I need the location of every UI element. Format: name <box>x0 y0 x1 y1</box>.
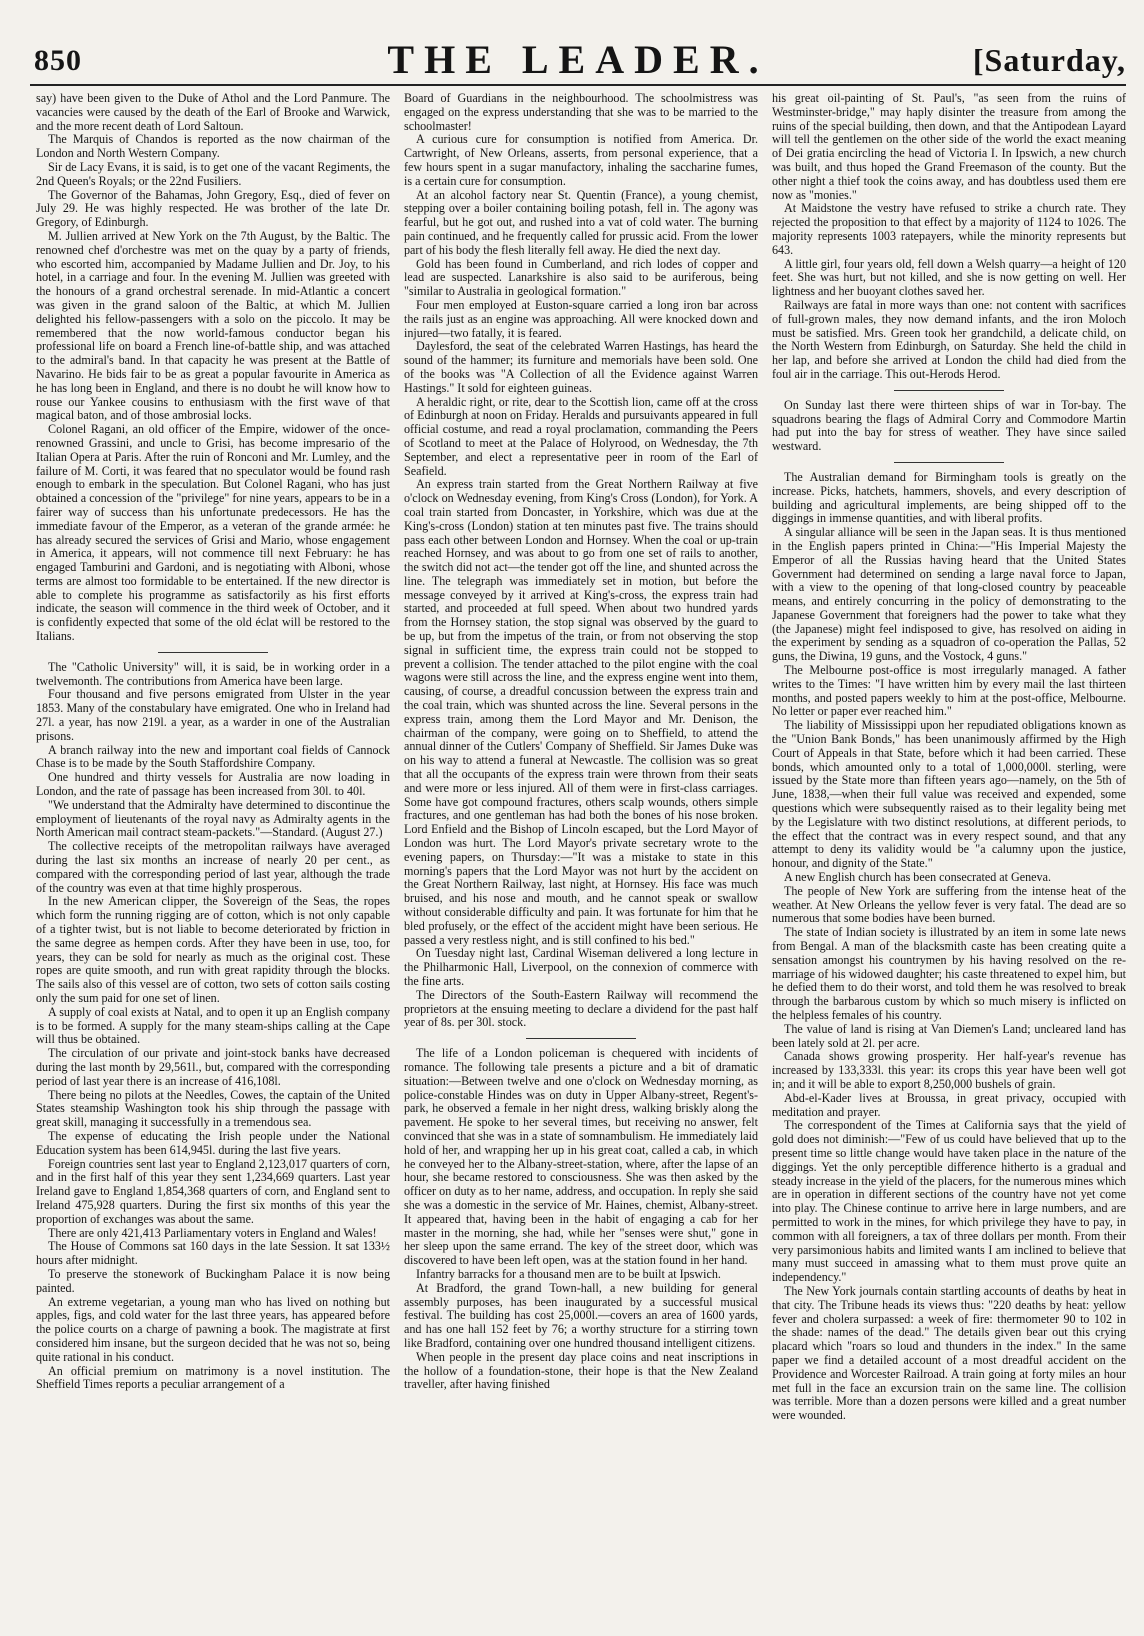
paragraph: Abd-el-Kader lives at Broussa, in great privacy, occupied with meditation and prayer. <box>772 1090 1126 1119</box>
paragraph: An express train started from the Great Northern Railway at five o'clock on Wednesday evening, from King's Cross (London), for York. A coal train started from Doncaster, in Yorkshire, which was due at the King's-cross (London) station at ten minutes past five. The trains should pass each other between London and Hornsey. When the coal or up-train reached Hornsey, and was about to go from one set of rails to another, the switch did not act—the tender got off the line, and shunted across the line. The telegraph was immediately set in motion, but before the message conveyed by it arrived at King's-cross, the express train had started, and proceeded at full speed. When about two hundred yards from the Hornsey station, the stop signal was observed by the guard to be up, but from the impetus of the train, or from not observing the stop signal in sufficient time, the express train could not be stopped to prevent a collision. The tender attached to the pilot engine with the coal wagons were still across the line, and the express engine went into them, causing, of course, a dreadful concussion between the express train and the coal train, which was shunted across the line. Several persons in the express train, among them the Lord Mayor and Mr. Denison, the chairman of the company, were going on to Sheffield, to attend the annual dinner of the Cutlers' Company of Sheffield. Sir James Duke was on his way to attend a funeral at Newcastle. The collision was so great that all the occupants of the express train were thrown from their seats and were more or less injured. All of them were in first-class carriages. Some have got compound fractures, others scalp wounds, others simple fractures, and one gentleman has had both the bones of his nose broken. Lord Enfield and the Bishop of Lincoln escaped, but the Lord Mayor of London was hurt. The Lord Mayor's private secretary wrote to the evening papers, on Thursday:—"It was a mistake to state in this morning's papers that the Lord Mayor was not hurt by the accident on the Great Northern Railway, last night, at Hornsey. His face was much bruised, and his nose and mouth, and he cannot speak or swallow without considerable difficulty and pain. It was fortunate for him that he bled profusely, or the effect of the accident might have been serious. He passed a very restless night, and is still confined to his bed." <box>404 477 758 947</box>
paragraph: Colonel Ragani, an old officer of the Empire, widower of the once-renowned Grassini, and uncle to Grisi, has become impresario of the Italian Opera at Paris. After the ruin of Ronconi and Mr. Lumley, and the failure of M. Corti, it was feared that no speculator would be found rash enough to embark in the speculation. But Colonel Ragani, who has just obtained a concession of the "privilege" for nine years, appears to be in a fairer way of success than his unfortunate predecessors. He has the immediate favour of the Emperor, as a veteran of the grande armée: he has already secured the services of Grisi and Mario, whose engagement in America, it appears, will not commence till next February: he has engaged Tamburini and Gardoni, and is negotiating with Alboni, whose terms are almost too formidable to be entertained. If the new director is able to complete his programme as satisfactorily as his first efforts indicate, the season will commence in the third week of October, and it is confidently expected that some of the old éclat will be restored to the Italians. <box>36 422 390 644</box>
section-divider <box>158 652 268 653</box>
paragraph: The Melbourne post-office is most irregularly managed. A father writes to the Times: "I have written him by every mail the last thirteen months, and posted papers weekly to him at the post-office, Melbourne. No letter or paper ever reached him." <box>772 663 1126 719</box>
paragraph: On Tuesday night last, Cardinal Wiseman delivered a long lecture in the Philharmonic Hall, Liverpool, on the connexion of commerce with the fine arts. <box>404 946 758 988</box>
section-divider <box>526 1038 636 1039</box>
page-header <box>30 20 1126 82</box>
issue-day: [Saturday, <box>972 42 1126 78</box>
paragraph: The Marquis of Chandos is reported as the now chairman of the London and North Western Company. <box>36 132 390 161</box>
paragraph: Foreign countries sent last year to England 2,123,017 quarters of corn, and in the first half of this year they sent 1,234,669 quarters. Last year Ireland gave to England 1,854,368 quarters of corn, and England sent to Ireland 475,928 quarters. During the first six months of this year the proportion of exchanges was about the same. <box>36 1156 390 1226</box>
column-3 <box>772 92 1126 1618</box>
paragraph: Railways are fatal in more ways than one: not content with sacrifices of full-grown males, they now demand infants, and the iron Moloch must be satisfied. Mrs. Green took her grandchild, a delicate child, on the North Western from Edinburgh, on Saturday. She held the child in her lap, and before she arrived at London the child had died from the foul air in the carriage. This out-Herods Herod. <box>772 297 1126 381</box>
page-number: 850 <box>34 44 82 77</box>
paragraph: The state of Indian society is illustrated by an item in some late news from Bengal. A man of the blacksmith caste has been creating quite a sensation amongst his countrymen by his having resolved on the re-marriage of his widowed daughter; his caste threatened to expel him, but he defied them to do their worst, and told them he was resolved to break through the barbarous custom by which so much misery is inflicted on the helpless females of his country. <box>772 925 1126 1022</box>
paragraph: A new English church has been consecrated at Geneva. <box>784 870 1051 885</box>
paragraph: The House of Commons sat 160 days in the late Session. It sat 133½ hours after midnight. <box>36 1239 390 1268</box>
paragraph: A heraldic right, or rite, dear to the Scottish lion, came off at the cross of Edinburgh at noon on Friday. Heralds and pursuivants appeared in full official costume, and read a royal proclamation, commanding the Peers of Scotland to meet at the Palace of Holyrood, on Wednesday, the 7th September, and elect a representative peer in room of the Earl of Seafield. <box>404 394 758 478</box>
newspaper-title: THE LEADER. <box>387 37 769 82</box>
header-rule <box>30 84 1126 86</box>
paragraph: Infantry barracks for a thousand men are to be built at Ipswich. <box>416 1266 721 1281</box>
column-1 <box>36 92 390 1618</box>
section-divider <box>894 462 1004 463</box>
paragraph: "We understand that the Admiralty have determined to discontinue the employment of lieutenants of the royal navy as Admiralty agents in the North American mail contract steam-packets."—Standard. (August 27.) <box>36 797 390 840</box>
paragraph: The Governor of the Bahamas, John Gregory, Esq., died of fever on July 29. He was highly respected. He was brother of the late Dr. Gregory, of Edinburgh. <box>36 187 390 230</box>
paragraph: Four thousand and five persons emigrated from Ulster in the year 1853. Many of the constabulary have emigrated. One who in Ireland had 27l. a year, has now 219l. a year, as a warder in one of the Australian prisons. <box>36 687 390 743</box>
paragraph: Gold has been found in Cumberland, and rich lodes of copper and lead are suspected. Lanarkshire is also said to be auriferous, being "similar to Australia in geological formation." <box>404 256 758 299</box>
paragraph: his great oil-painting of St. Paul's, "as seen from the ruins of Westminster-bridge," may haply disinter the treasure from among the ruins of the special building, then down, and that the Antipodean Layard will tell the gentlemen on the other side of the world the exact meaning of Dei gratia encircling the head of Victoria I. In Ipswich, a new church was built, and thus hoped the Grand Freemason of the county. But the other night a thief took the coins away, and has doubtless used them ere now as "monies." <box>772 92 1126 202</box>
paragraph: Canada shows growing prosperity. Her half-year's revenue has increased by 133,333l. this year: its crops this year have been well got in; and it will be able to export 8,250,000 bushels of grain. <box>772 1049 1126 1091</box>
paragraph: The correspondent of the Times at California says that the yield of gold does not diminish:—"Few of us could have believed that up to the present time so little change would have taken place in the nature of the diggings. Yet the only perceptible difference hitherto is a gradual and steady increase in the yield of the placers, for the numerous mines which are in operation in different sections of the country have not yet come into play. The Chinese continue to arrive here in large numbers, and are permitted to work in the mines, for which privilege they have to pay, in common with all foreigners, a tax of three dollars per month. From their very parsimonious habits and limited wants I am inclined to believe that many must succeed in amassing what to them must prove quite an independency." <box>772 1118 1126 1285</box>
paragraph: To preserve the stonework of Buckingham Palace it is now being painted. <box>36 1266 390 1295</box>
paragraph: There being no pilots at the Needles, Cowes, the captain of the United States steamship Washington took his ship through the passage with great skill, managing it successfully in a tremendous sea. <box>36 1087 390 1130</box>
paragraph: One hundred and thirty vessels for Australia are now loading in London, and the rate of passage has been increased from 30l. to 40l. <box>36 770 390 799</box>
paragraph: The circulation of our private and joint-stock banks have decreased during the last month by 29,561l., but, compared with the corresponding period of last year there is an increase of 416,108l. <box>36 1046 390 1088</box>
paragraph: When people in the present day place coins and neat inscriptions in the hollow of a foundation-stone, their hope is that the New Zealand traveller, after having finished <box>404 1349 758 1392</box>
section-divider <box>894 390 1004 391</box>
paragraph: A supply of coal exists at Natal, and to open it up an English company is to be formed. A supply for the many steam-ships calling at the Cape will thus be obtained. <box>36 1004 390 1047</box>
paragraph: An official premium on matrimony is a novel institution. The Sheffield Times reports a peculiar arrangement of a <box>36 1363 390 1392</box>
paragraph: A little girl, four years old, fell down a Welsh quarry—a height of 120 feet. She was hurt, but not killed, and she is now getting on well. Her lightness and her buoyant clothes saved her. <box>772 256 1126 299</box>
paragraph: The people of New York are suffering from the intense heat of the weather. At New Orleans the yellow fever is very fatal. The dead are so numerous that some bodies have been burned. <box>772 883 1126 926</box>
paragraph: Board of Guardians in the neighbourhood. The schoolmistress was engaged on the express understanding that she was to be married to the schoolmaster! <box>404 92 758 133</box>
paragraph: At Maidstone the vestry have refused to strike a church rate. They rejected the proposition to that effect by a majority of 1124 to 1026. The majority represents 1003 ratepayers, while the minority represents but 643. <box>772 201 1126 257</box>
paragraph: An extreme vegetarian, a young man who has lived on nothing but apples, figs, and cold water for the last three years, has appeared before the police courts on a charge of pawning a book. The magistrate at first considered him insane, but the surgeon decided that he was not so, being quite rational in his conduct. <box>36 1294 390 1364</box>
article-columns <box>36 92 1126 1618</box>
paragraph: A singular alliance will be seen in the Japan seas. It is thus mentioned in the English papers printed in China:—"His Imperial Majesty the Emperor of all the Russias having heard that the United States Government had determined on sending a large naval force to Japan, with a view to the opening of that long-closed country by peaceable means, and entirely concurring in the policy of demonstrating to the Japanese Government that foreigners had the power to take what they (the Japanese) might feel indisposed to give, has resolved on aiding in the experiment by sending as a squadron of co-operation the Pallas, 52 guns, the Diwina, 19 guns, and the Vostock, 4 guns." <box>772 525 1126 664</box>
paragraph: A branch railway into the new and important coal fields of Cannock Chase is to be made by the South Staffordshire Company. <box>36 742 390 771</box>
paragraph: The "Catholic University" will, it is said, be in working order in a twelvemonth. The contributions from America have been large. <box>36 659 390 688</box>
paragraph: The Australian demand for Birmingham tools is greatly on the increase. Picks, hatchets, hammers, shovels, and every description of building and agricultural implements, are being shipped off to the diggings in immense quantities, and with liberal profits. <box>772 469 1126 526</box>
paragraph: In the new American clipper, the Sovereign of the Seas, the ropes which form the running rigging are of cotton, which is not only capable of a tighter twist, but is not liable to become deteriorated by friction in the same degree as hempen cords. After they have been in use, too, for years, they can be sold for nearly as much as the original cost. These ropes are quite smooth, and run with great rapidity through the blocks. The sails also of this vessel are of cotton, two sets of cotton sails costing only the sum paid for one set of linen. <box>36 894 390 1005</box>
paragraph: There are only 421,413 Parliamentary voters in England and Wales! <box>48 1225 377 1240</box>
paragraph: The liability of Mississippi upon her repudiated obligations known as the "Union Bank Bonds," has been unanimously affirmed by the High Court of Appeals in that State, before which it had been carried. These bonds, which amounted only to a total of 1,000,000l. sterling, were issued by the State more than fifteen years ago—namely, on the 5th of June, 1838,—when their full value was received and expended, some questions which were subsequently raised as to their legality being met by the Legislature with two distinct resolutions, at different periods, to the effect that the contract was in every respect sound, and that any attempt to deny its validity would be "a calumny upon the justice, honour, and dignity of the State." <box>772 718 1126 871</box>
paragraph: On Sunday last there were thirteen ships of war in Tor-bay. The squadrons bearing the flags of Admiral Corry and Commodore Martin had put into the bay for stress of weather. They have since sailed westward. <box>772 397 1126 454</box>
paragraph: A curious cure for consumption is notified from America. Dr. Cartwright, of New Orleans, asserts, from personal experience, that a few hours spent in a sugar manufactory, inhaling the saccharine fumes, is a certain cure for consumption. <box>404 132 758 188</box>
paragraph: The collective receipts of the metropolitan railways have averaged during the last six months an increase of nearly 20 per cent., as compared with the corresponding period of last year, although the trade of the country was even at that time highly prosperous. <box>36 839 390 895</box>
paragraph: The expense of educating the Irish people under the National Education system has been 614,945l. during the last five years. <box>36 1128 390 1157</box>
paragraph: Four men employed at Euston-square carried a long iron bar across the rails just as an engine was approaching. All were knocked down and injured—two fatally, it is feared. <box>404 297 758 340</box>
paragraph: At Bradford, the grand Town-hall, a new building for general assembly purposes, has been inaugurated by a successful musical festival. The building has cost 25,000l.—covers an area of 1600 yards, and has one hall 152 feet by 76; a worthy structure for a stirring town like Bradford, containing over one hundred thousand intelligent citizens. <box>404 1280 758 1350</box>
paragraph: Daylesford, the seat of the celebrated Warren Hastings, has heard the sound of the hammer; its furniture and memorials have been sold. One of the books was "A Collection of all the Evidence against Warren Hastings." It sold for eighteen guineas. <box>404 339 758 395</box>
paragraph: The life of a London policeman is chequered with incidents of romance. The following tale presents a picture and a bit of dramatic situation:—Between twelve and one o'clock on Wednesday morning, as police-constable Hindes was on duty in Upper Albany-street, Regent's-park, he observed a female in her night dress, walking briskly along the pavement. He spoke to her several times, but receiving no answer, felt convinced that she was in a state of somnambulism. He immediately laid hold of her, and wrapping her up in his great coat, called a cab, in which he conveyed her to the Albany-street-station, where, after the lapse of an hour, she became restored to consciousness. She was then asked by the officer on duty as to her name, address, and occupation. In reply she said she was a domestic in the service of Mr. Haines, chemist, Albany-street. It appeared that, having been in the habit of engaging a cab for her master in the morning, she had, while her "senses were shut," gone in her sleep upon the same errand. The key of the street door, which was discovered to have been left open, was at the station found in her hand. <box>404 1046 758 1268</box>
paragraph: say) have been given to the Duke of Athol and the Lord Panmure. The vacancies were caused by the death of the Earl of Brooke and Warwick, and the more recent death of Lord Saltoun. <box>36 92 390 133</box>
column-2 <box>404 92 758 1618</box>
paragraph: Sir de Lacy Evans, it is said, is to get one of the vacant Regiments, the 2nd Queen's Royals; or the 22nd Fusiliers. <box>36 159 390 188</box>
paragraph: At an alcohol factory near St. Quentin (France), a young chemist, stepping over a boiler containing boiling potash, fell in. The agony was fearful, but he got out, and rushed into a vat of cold water. The burning pain continued, and he frequently called for prussic acid. From the lower part of his body the flesh literally fell away. He died the next day. <box>404 187 758 257</box>
paragraph: The value of land is rising at Van Diemen's Land; uncleared land has been lately sold at 2l. per acre. <box>772 1021 1126 1050</box>
paragraph: The Directors of the South-Eastern Railway will recommend the proprietors at the ensuing meeting to declare a dividend for the past half year of 8s. per 30l. stock. <box>404 987 758 1030</box>
paragraph: M. Jullien arrived at New York on the 7th August, by the Baltic. The renowned chef d'orchestre was met on the quay by a party of friends, who escorted him, accompanied by Madame Jullien and Dr. Joy, to his hotel, in a carriage and four. In the evening M. Jullien was greeted with the honours of a grand orchestral serenade. In mid-Atlantic a concert was given in the grand saloon of the Baltic, at which M. Jullien delighted his fellow-passengers with a solo on the piccolo. It may be remembered that the now world-famous conductor began his professional life on board a French line-of-battle ship, and was attached to the admiral's band. In that capacity he was present at the Battle of Navarino. He bids fair to be as great a popular favourite in America as he has long been in England, and there is no doubt he will know how to rouse our Yankee cousins to enthusiasm with the first wave of that magical baton, and of those ambrosial locks. <box>36 228 390 423</box>
paragraph: The New York journals contain startling accounts of deaths by heat in that city. The Tribune heads its views thus: "220 deaths by heat: yellow fever and cholera surpassed: a week of fire: thermometer 90 to 102 in the shade: names of the dead." The details given bear out this crying placard which "roars so loud and thunders in the index." In the same paper we find a detailed account of a most dreadful accident on the Providence and Worcester Railroad. A train going at forty miles an hour met full in the face an excursion train on the same line. The collision was terrible. More than a dozen persons were killed and a great number were wounded. <box>772 1283 1126 1423</box>
